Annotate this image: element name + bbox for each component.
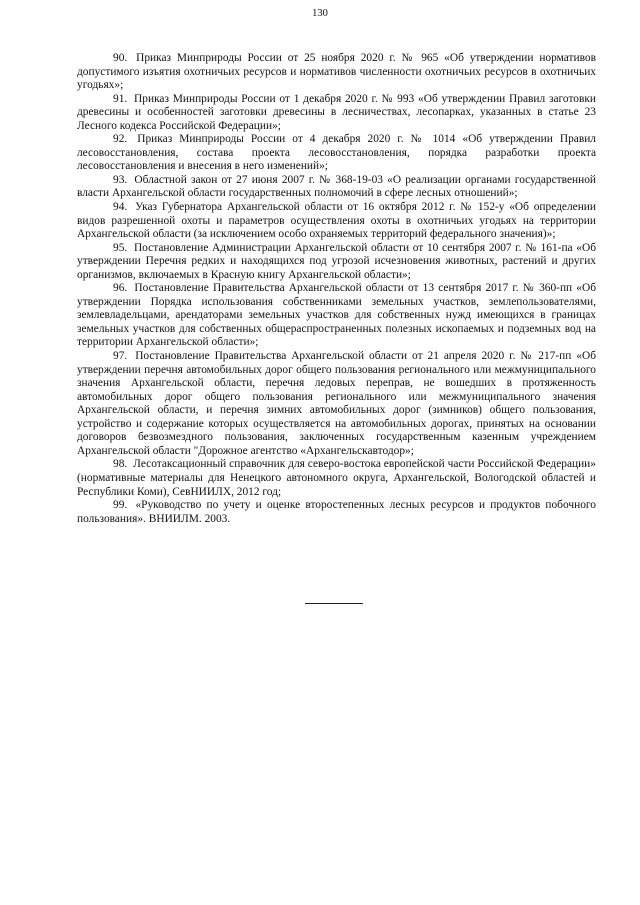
reference-text: «Руководство по учету и оценке второстепенных лесных ресурсов и продуктов побочного пользования». ВНИИЛМ. 2003.	[77, 499, 596, 525]
reference-number: 94.	[113, 201, 128, 214]
reference-item	[77, 282, 596, 350]
reference-item	[77, 52, 596, 93]
end-of-text-rule	[305, 603, 363, 604]
reference-number: 99.	[113, 499, 128, 512]
reference-number: 93.	[113, 173, 128, 186]
reference-text: Постановление Администрации Архангельской области от 10 сентября 2007 г. № 161-па «Об утверждении Перечня редких и находящихся под угрозой исчезновения животных, растений и других организмов, включаемых в Красную книгу Архангельской области»;	[77, 241, 596, 281]
reference-number: 98.	[113, 458, 128, 471]
reference-text: Приказ Минприроды России от 1 декабря 2020 г. № 993 «Об утверждении Правил заготовки древесины и особенностей заготовки древесины в лесничествах, лесопарках, указанных в статье 23 Лесного кодекса Российской Федерации»;	[77, 92, 596, 132]
reference-number: 95.	[113, 241, 128, 254]
reference-number: 91.	[113, 92, 128, 105]
reference-text: Постановление Правительства Архангельской области от 13 сентября 2017 г. № 360-пп «Об утверждении Порядка использования собственниками земельных участков, землепользователями, землевладельцами, арендаторами земельных участков для собственных нужд имеющихся в границах земельных участков для собственных общераспространенных полезных ископаемых и подземных вод на территории Архангельской области»;	[77, 282, 596, 349]
reference-text: Постановление Правительства Архангельской области от 21 апреля 2020 г. № 217-пп «Об утверждении перечня автомобильных дорог общего пользования регионального или межмуниципального значения Архангельской области, перечня ледовых переправ, не вошедших в протяженность автомобильных дорог общего пользования регионального или межмуниципального значения Архангельской области, и перечня зимних автомобильных дорог (зимников) общего пользования, устройство и содержание которых осуществляется на автомобильных дорогах, принятых на основании договоров безвозмездного пользования, заключенных государственным казенным учреждением Архангельской области "Дорожное агентство «Архангельскавтодор»;	[77, 350, 596, 457]
reference-list	[77, 52, 596, 526]
reference-number: 96.	[113, 282, 128, 295]
reference-text: Указ Губернатора Архангельской области от 16 октября 2012 г. № 152-у «Об определении видов разрешенной охоты и параметров осуществления охоты в охотничьих угодьях на территории Архангельской области (за исключением особо охраняемых территорий федерального значения)»;	[77, 201, 596, 241]
reference-item	[77, 174, 596, 201]
reference-text: Лесотаксационный справочник для северо-востока европейской части Российской Федерации» (нормативные материалы для Ненецкого автономного округа, Архангельской, Вологодской областей и Республики Коми), СевНИИЛХ, 2012 год;	[77, 458, 596, 498]
reference-number: 97.	[113, 350, 128, 363]
reference-text: Приказ Минприроды России от 25 ноября 2020 г. № 965 «Об утверждении нормативов допустимого изъятия охотничьих ресурсов и нормативов численности охотничьих ресурсов в охотничьих угодьях»;	[77, 52, 596, 92]
reference-item	[77, 350, 596, 458]
reference-number: 90.	[113, 52, 128, 64]
reference-item	[77, 499, 596, 526]
reference-item	[77, 93, 596, 134]
page-number: 130	[312, 8, 328, 19]
reference-item	[77, 242, 596, 283]
reference-text: Приказ Минприроды России от 4 декабря 2020 г. № 1014 «Об утверждении Правил лесовосстановления, состава проекта лесовосстановления, порядка разработки проекта лесовосстановления и внесения в него изменений»;	[77, 133, 596, 173]
reference-text: Областной закон от 27 июня 2007 г. № 368-19-03 «О реализации органами государственной власти Архангельской области государственных полномочий в сфере лесных отношений»;	[77, 173, 596, 200]
reference-number: 92.	[113, 133, 128, 146]
reference-item	[77, 458, 596, 499]
reference-item	[77, 133, 596, 174]
reference-item	[77, 201, 596, 242]
